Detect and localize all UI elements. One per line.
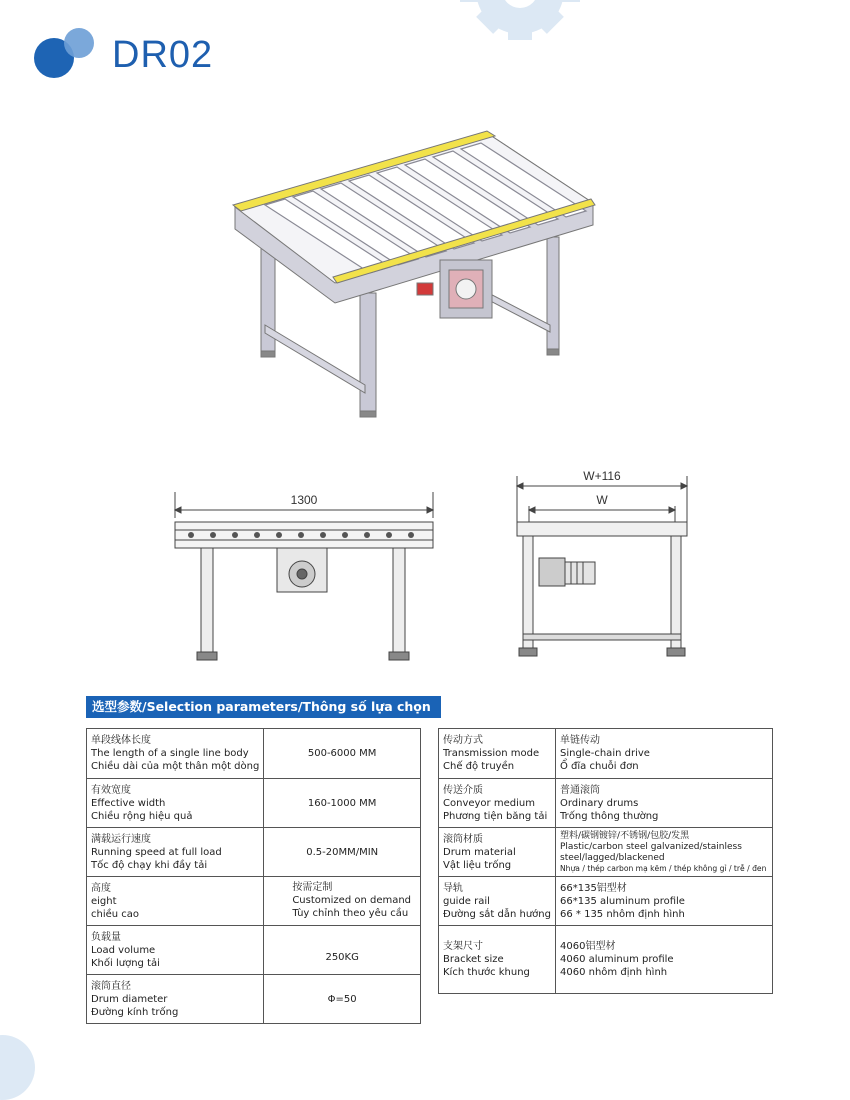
gear-decoration-icon [450, 0, 590, 40]
param-label: 传动方式 Transmission mode Chế độ truyền [439, 729, 556, 779]
section-header [86, 696, 441, 718]
param-label: 滚筒材质 Drum material Vật liệu trống [439, 828, 556, 877]
param-label: 导轨 guide rail Đường sắt dẫn hướng [439, 877, 556, 926]
table-row [439, 779, 773, 828]
param-value: 160-1000 MM [264, 779, 421, 828]
param-value: 500-6000 MM [264, 729, 421, 779]
front-view-drawing [165, 488, 445, 668]
param-label: 有效宽度 Effective width Chiều rộng hiệu quả [87, 779, 264, 828]
param-value: 250KG [264, 926, 421, 975]
param-value: 塑料/碳钢镀锌/不锈钢/包胶/发黑 Plastic/carbon steel galvanized/stainless steel/lagged/blackened Nhựa / thép carbon mạ kẽm / thép không gỉ / trễ / đen [556, 828, 773, 877]
side-inner-width-label: W [596, 493, 608, 507]
spec-table-right [438, 728, 773, 994]
param-label: 传送介质 Conveyor medium Phương tiện băng tải [439, 779, 556, 828]
section-title: 选型参数/Selection parameters/Thông số lựa chọn [92, 699, 431, 714]
param-value: 0.5-20MM/MIN [264, 828, 421, 877]
table-row [439, 877, 773, 926]
table-row [439, 926, 773, 994]
side-outer-width-label: W+116 [583, 469, 621, 483]
param-value: 普通滚筒 Ordinary drums Trống thông thường [556, 779, 773, 828]
side-view-drawing [505, 462, 705, 672]
table-row [87, 828, 421, 877]
page-title: DR02 [112, 34, 214, 76]
table-row [439, 729, 773, 779]
param-value: 按需定制 Customized on demand Tùy chỉnh theo yêu cầu [264, 877, 421, 926]
param-label: 单段线体长度 The length of a single line body Chiều dài của một thân một dòng [87, 729, 264, 779]
spec-table-left [86, 728, 421, 1024]
param-value: 4060铝型材 4060 aluminum profile 4060 nhôm định hình [556, 926, 773, 994]
isometric-drawing [225, 125, 605, 425]
param-label: 负载量 Load volume Khối lượng tải [87, 926, 264, 975]
param-value: 66*135铝型材 66*135 aluminum profile 66 * 135 nhôm định hình [556, 877, 773, 926]
param-label: 高度 eight chiều cao [87, 877, 264, 926]
table-row [439, 828, 773, 877]
front-length-label: 1300 [290, 493, 318, 507]
table-row [87, 926, 421, 975]
param-value: 单链传动 Single-chain drive Ổ đĩa chuỗi đơn [556, 729, 773, 779]
param-label: 滚筒直径 Drum diameter Đường kính trống [87, 975, 264, 1024]
table-row [87, 779, 421, 828]
param-label: 满载运行速度 Running speed at full load Tốc độ chạy khi đầy tải [87, 828, 264, 877]
table-row [87, 877, 421, 926]
table-row [87, 729, 421, 779]
corner-decoration [0, 1035, 35, 1100]
logo-dots-icon [34, 28, 104, 80]
param-value: Φ=50 [264, 975, 421, 1024]
param-label: 支架尺寸 Bracket size Kích thước khung [439, 926, 556, 994]
table-row [87, 975, 421, 1024]
